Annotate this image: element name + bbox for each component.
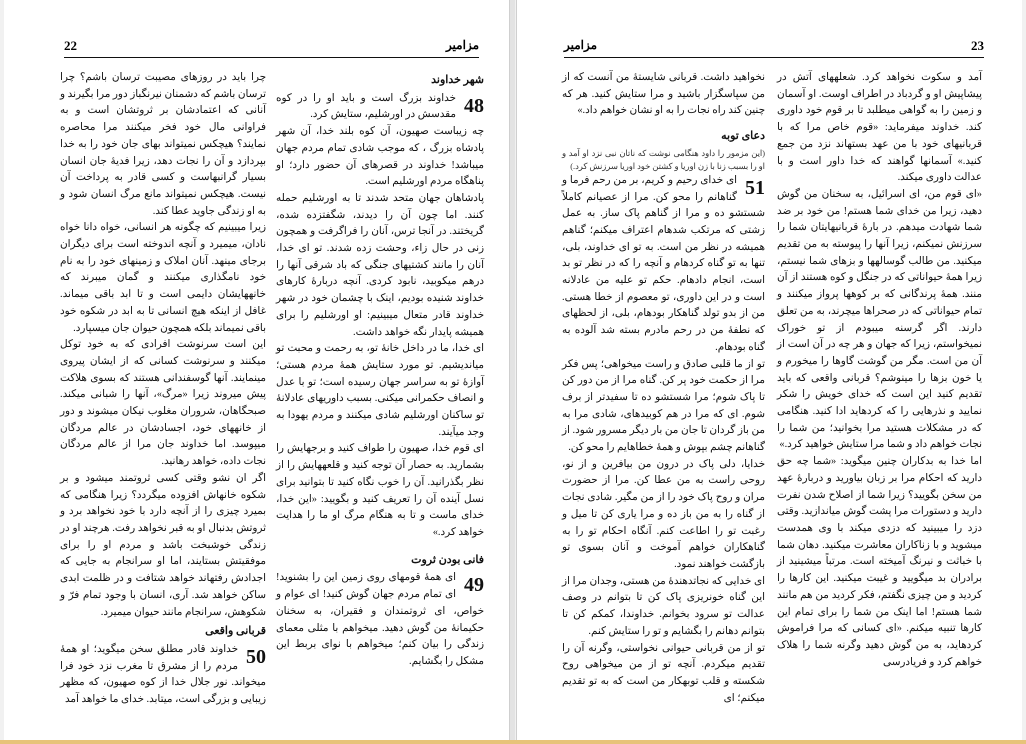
book-gutter [510,0,515,744]
left-page-right-column [276,70,484,671]
paragraph: خدایا، دلی پاک در درون من بیافرین و از نو، روحی راست به من عطا کن. مرا از حضورت مران و روح پاک خود را از من مگیر. شادی نجات از گناه را به من باز ده و مرا یاری کن تا میل و رغبت تو را اطاعت کنم. آنگاه احکام تو را به گناهکاران خواهم آموخت و آنان بسوی تو بازگشت خواهند نمود. [562,458,765,570]
right-page [516,0,1022,744]
paragraph: تو از من قربانی حیوانی نخواستی، وگرنه آن را تقدیم میکردم. آنچه تو از من میخواهی روح شکسته و قلب توبهکار من است که به تو تقدیم میکنم؛ ای [562,642,765,704]
left-page [4,0,510,744]
paragraph: 49 ای همهٔ قومهای روی زمین این را بشنوید! ای تمام مردم جهان گوش کنید! ای عوام و خواص، ای ثروتمندان و فقیران، به سخنان حکیمانهٔ من گوش دهید. میخواهم با مثلی معمای زندگی را بیان کنم؛ میخواهم با نوای بربط این مشکل را بگشایم. [276,572,484,667]
psalm-subtitle: (این مزمور را داود هنگامی نوشت که ناتان نبی نزد او آمد و او را بسبب زنا با زن اوریا و کشتن خود اوریا سرزنش کرد.) [562,148,765,171]
paragraph: چه زیباست صهیون، آن کوه بلند خدا، آن شهر پادشاه بزرگ ، که موجب شادی تمام مردم جهان میباشد! خداوند در قصرهای آن حضور دارد؛ او پناهگاه مردم اورشلیم است. [276,126,484,188]
psalm-number: 50 [246,645,266,668]
right-page-left-column [562,70,765,707]
page-number: 22 [64,38,77,53]
section-heading: فانی بودن ثروت [411,553,484,566]
paragraph: پادشاهان جهان متحد شدند تا به اورشلیم حمله کنند. اما چون آن را دیدند، شگفتزده شده، گریختند. در آنجا ترس، آنان را فراگرفت و همچون زنی در حال زاء، وحشت زده شدند. تو ای خدا، آنان را مانند کشتیهای جنگی که باد شرقی آنها را درهم میکوبید، نابود کردی. آنچه دربارهٔ کارهای خداوند شنیده بودیم، اینک با چشمان خود در شهر خداوند قادر متعال میبینیم: او اورشلیم را برای همیشه پایدار نگه خواهد داشت. [276,192,484,338]
left-page-header [64,38,479,54]
page-number: 23 [971,38,984,53]
paragraph: 48 خداوند بزرگ است و باید او را در کوه مقدسش در اورشلیم، ستایش کرد. [276,92,484,121]
paragraph: «ای قوم من، ای اسرائیل، به سخنان من گوش دهید، زیرا من خدای شما هستم! من خود بر ضد شما شهادت میدهم. در بارهٔ قربانیهایتان شما را سرزنش نمیکنم، زیرا آنها را پیوسته به من تقدیم میکنید. من طالب گوسالهها و بزهای شما نیستم، زیرا همهٔ حیواناتی که در جنگل و کوه هستند از آن منند. همهٔ پرندگانی که بر کوهها پرواز میکنند و تمام حیواناتی که در صحراها میچرند، به من تعلق دارند. اگر گرسنه میبودم از تو خوراک نمیخواستم، زیرا که جهان و هر چه در آن است از آن من است. مگر من گوشت گاوها را میخورم و یا خون بزها را مینوشم؟ قربانی واقعی که باید تقدیم کنید این است که خدای خویش را شکر نمایید و نذرهایی را که کردهاید ادا کنید. هنگامی که در مشکلات هستید مرا بخوانید؛ من شما را نجات خواهم داد و شما مرا ستایش خواهید کرد.» [777,188,982,451]
psalm-number: 49 [464,574,484,597]
paragraph: 51 ای خدای رحیم و کریم، بر من رحم فرما و گناهانم را محو کن. مرا از عصیانم کاملاً شستشو ده و مرا از گناهم پاک ساز. به عمل زشتی که مرتکب شدهام اعتراف میکنم؛ گناهم همیشه در نظر من است. به تو ای خداوند، بلی، تنها به تو گناه کردهام و آنچه را که در نظر تو بد است، انجام دادهام. حکم تو علیه من عادلانه است و در این داوری، تو معصوم از خطا هستی. من از بدو تولد گناهکار بودهام، بلی، از لحظهای که نطفهٔ من در رحم مادرم بسته شد آلوده به گناه بودهام. [562,174,765,353]
paragraph: این است سرنوشت افرادی که به خود توکل میکنند و سرنوشت کسانی که از ایشان پیروی مینمایند. آنها گوسفندانی هستند که بسوی هلاکت پیش میروند زیرا «مرگ»، آنها را شبانی میکند. صبحگاهان، شروران مغلوب نیکان میشوند و دور از خانههای خود، اجسادشان در عالم مردگان میپوسد. اما خداوند جان مرا از عالم مردگان نجات داده، خواهد رهانید. [60,339,266,468]
section-heading: قربانی واقعی [205,625,266,638]
paragraph: ای قوم خدا، صهیون را طواف کنید و برجهایش را بشمارید. به حصار آن توجه کنید و قلعههایش را از نظر بگذرانید. آن را خوب نگاه کنید تا بتوانید برای نسل آینده آن را تعریف کنید و بگویید: «این خدا، خدای ماست و تا به هنگام مرگ او ما را هدایت خواهد کرد.» [276,443,484,538]
paragraph: تو از ما قلبی صادق و راست میخواهی؛ پس فکر مرا از حکمت خود پر کن. گناه مرا از من دور کن تا پاک شوم؛ مرا شستشو ده تا سفیدتر از برف شوم. ای که مرا در هم کوبیدهای، شادی مرا به من باز گردان تا جان من بار دیگر مسرور شود. از گناهانم چشم بپوش و همهٔ خطاهایم را محو کن. [562,358,765,454]
paragraph: 50 خداوند قادر مطلق سخن میگوید؛ او همهٔ مردم را از مشرق تا مغرب نزد خود فرا میخواند. نور جلال خدا از کوه صهیون، که مظهر زیبایی و بزرگی است، میتابد. خدای ما خواهد آمد [60,643,266,706]
window-bottom-edge [0,740,1026,744]
section-heading: شهر خداوند [431,74,484,86]
paragraph: اما خدا به بدکاران چنین میگوید: «شما چه حق دارید که احکام مرا بر زبان بیاورید و دربارهٔ عهد من سخن بگویید؟ زیرا شما از اصلاح شدن نفرت دارید و دستورات مرا پشت گوش میاندازید. وقتی دزد را میبینید که دزدی میکند با وی همدست میشوید و با زناکاران معاشرت میکنید. دهان شما با خباثت و نیرنگ آمیخته است. مرتباً میشینید از برادران بد میگویید و غیبت میکنید. این کارها را کردید و من چیزی نگفتم، فکر کردید من هم مانند شما هستم! اما اینک من شما را برای تمام این کارها تنبیه میکنم. «ای کسانی که مرا فراموش کردهاید، به من گوش دهید وگرنه شما را هلاک خواهم کرد و فریادرسی [777,456,982,668]
right-page-right-column [777,70,982,671]
paragraph: ای خدا، ما در داخل خانهٔ تو، به رحمت و محبت تو میاندیشیم. تو مورد ستایش همهٔ مردم هستی؛ آوازهٔ تو به سراسر جهان رسیده است؛ تو با عدل و انصاف حکمرانی میکنی. بسبب داوریهای عادلانهٔ تو ساکنان اورشلیم شادی میکنند و مردم یهودا به وجد میآیند. [276,343,484,438]
running-title: مزامیر [445,38,479,52]
paragraph: چرا باید در روزهای مصیبت ترسان باشم؟ چرا ترسان باشم که دشمنان نیرنگباز دور مرا بگیرند و آنانی که اعتمادشان بر ثروتشان است و به فراوانی مال خود فخر میکنند مرا محاصره نمایند؟ هیچکس نمیتواند بهای جان خود را به خدا بپردازد و آن را نجات دهد، زیرا فدیهٔ جان انسان بسیار گرانبهاست و کسی قادر به پرداخت آن نیست. هیچکس نمیتواند مانع مرگ انسان شود و به او زندگی جاوید عطا کند. [60,72,266,217]
header-rule [564,57,984,58]
left-page-left-column [60,70,266,709]
running-title: مزامیر [564,38,598,52]
paragraph: ای خدایی که نجاتدهندهٔ من هستی، وجدان مرا از این گناه خونریزی پاک کن تا بتوانم در وصف عدالت تو سرود بخوانم. خداوندا، کمکم کن تا بتوانم دهانم را بگشایم و تو را ستایش کنم. [562,575,765,637]
paragraph: آمد و سکوت نخواهد کرد. شعلههای آتش در پیشاپیش او و گردباد در اطراف اوست. او آسمان و زمین را به گواهی میطلبد تا بر قوم خود داوری کند. خداوند میفرماید: «قوم خاص مرا که با قربانیهای خود با من عهد بستهاند نزد من جمع کنید.» آسمانها گواهند که خدا داور است و با عدالت داوری میکند. [777,72,982,184]
paragraph: نخواهید داشت. قربانی شایستهٔ من آنست که از من سپاسگزار باشید و مرا ستایش کنید. هر که چنین کند راه نجات را به او نشان خواهم داد.» [562,72,765,117]
paragraph: زیرا میبینیم که چگونه هر انسانی، خواه دانا خواه نادان، میمیرد و آنچه اندوخته است برای دیگران برجای مینهد. آنان املاک و زمینهای خود را به نام خود نامگذاری میکنند و گمان میبرند که خانههایشان دایمی است و تا ابد باقی میماند. غافل از اینکه هیچ انسانی تا به ابد در شکوه خود باقی نمیماند بلکه همچون حیوان جان میسپارد. [60,222,266,334]
psalm-number: 51 [745,176,765,199]
psalm-number: 48 [464,94,484,117]
header-rule [64,57,479,58]
right-page-header [564,38,984,54]
paragraph: اگر ان نشو وقتی کسی ثروتمند میشود و بر شکوه خانهاش افزوده میگردد؟ زیرا هنگامی که بمیرد چیزی را از آنچه دارد با خود نخواهد برد و ثروتش بدنبال او به قبر نخواهد رفت. هرچند او در زندگی خوشبخت باشد و مردم او را برای موفقیتش بستایند، اما او سرانجام به جایی که اجدادش رفتهاند خواهد شتافت و در ظلمت ابدی ساکن خواهد شد. آری، انسان با وجود تمام فرّ و شکوهش، سرانجام مانند حیوان میمیرد. [60,472,266,618]
section-heading: دعای توبه [721,130,765,143]
